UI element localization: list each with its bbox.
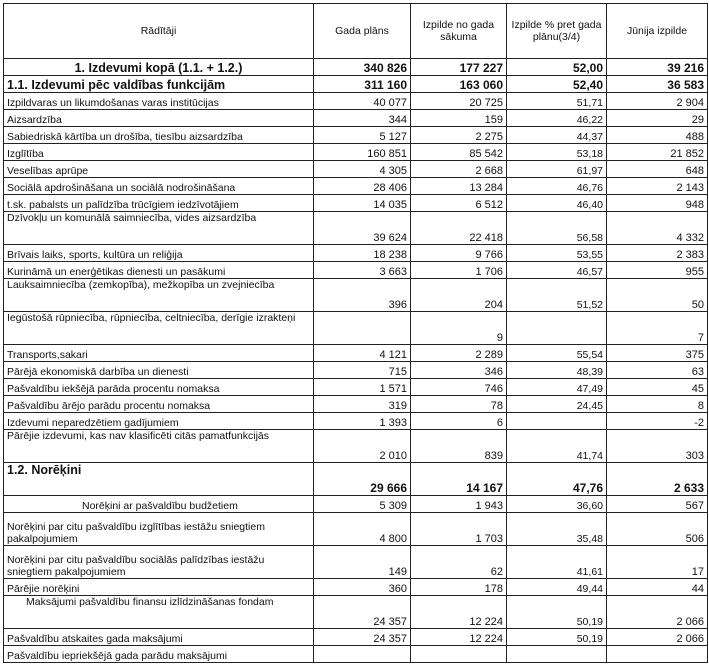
cell-plan: 5 127 [314,127,411,144]
cell-pct: 46,22 [507,110,607,127]
table-row [4,579,708,596]
cell-plan: 2 010 [314,430,411,463]
cell-pct: 47,49 [507,379,607,396]
table-row [4,279,708,312]
cell-plan: 39 624 [314,212,411,245]
cell-pct: 55,54 [507,345,607,362]
table-row [4,496,708,513]
cell-plan: 24 357 [314,629,411,646]
row-label: Iegūstošā rūpniecība, rūpniecība, celtniecība, derīgie izrakteņi [4,312,314,345]
header-row [4,4,708,59]
cell-june: 36 583 [607,76,708,93]
table-row [4,513,708,546]
cell-june: 8 [607,396,708,413]
cell-june: 2 633 [607,463,708,496]
cell-plan: 360 [314,579,411,596]
cell-pct: 53,18 [507,144,607,161]
row-label: Pašvaldību iepriekšējā gada parādu maksājumi [4,646,314,663]
cell-june: 2 383 [607,245,708,262]
cell-plan: 18 238 [314,245,411,262]
cell-ytd: 2 275 [411,127,507,144]
cell-pct: 50,19 [507,629,607,646]
row-label: Dzīvokļu un komunālā saimniecība, vides aizsardzība [4,212,314,245]
cell-pct: 35,48 [507,513,607,546]
cell-plan [314,312,411,345]
table-row [4,93,708,110]
cell-ytd: 746 [411,379,507,396]
cell-plan: 5 309 [314,496,411,513]
cell-june: 948 [607,195,708,212]
cell-june: 29 [607,110,708,127]
cell-pct: 24,45 [507,396,607,413]
cell-june: 2 904 [607,93,708,110]
cell-june: 2 143 [607,178,708,195]
cell-june: 4 332 [607,212,708,245]
row-label: Pārējā ekonomiskā darbība un dienesti [4,362,314,379]
table-row [4,127,708,144]
cell-june: 648 [607,161,708,178]
row-label: Aizsardzība [4,110,314,127]
cell-pct: 47,76 [507,463,607,496]
cell-june: 7 [607,312,708,345]
row-label: Izdevumi neparedzētiem gadījumiem [4,413,314,430]
table-row [4,212,708,245]
cell-june: 303 [607,430,708,463]
cell-ytd: 78 [411,396,507,413]
cell-pct: 46,40 [507,195,607,212]
row-label: Norēķini ar pašvaldību budžetiem [4,496,314,513]
cell-plan: 311 160 [314,76,411,93]
cell-pct: 61,97 [507,161,607,178]
header-pct: Izpilde % pret gada plānu(3/4) [507,4,607,59]
table-row [4,76,708,93]
row-label: t.sk. pabalsts un palīdzība trūcīgiem iedzīvotājiem [4,195,314,212]
row-label: Norēķini par citu pašvaldību izglītības iestāžu sniegtiem pakalpojumiem [4,513,314,546]
cell-pct: 44,37 [507,127,607,144]
cell-ytd: 2 289 [411,345,507,362]
row-label: Izglītība [4,144,314,161]
cell-pct [507,646,607,663]
cell-plan: 28 406 [314,178,411,195]
cell-plan: 40 077 [314,93,411,110]
cell-ytd: 62 [411,546,507,579]
table-row [4,629,708,646]
cell-plan: 4 800 [314,513,411,546]
cell-pct: 51,52 [507,279,607,312]
cell-pct: 46,57 [507,262,607,279]
cell-june: 39 216 [607,59,708,76]
row-label: Pārējie izdevumi, kas nav klasificēti citās pamatfunkcijās [4,430,314,463]
table-row [4,144,708,161]
cell-ytd: 9 766 [411,245,507,262]
cell-ytd: 1 703 [411,513,507,546]
cell-ytd: 13 284 [411,178,507,195]
cell-ytd: 6 512 [411,195,507,212]
cell-june: -2 [607,413,708,430]
cell-pct: 36,60 [507,496,607,513]
table-row [4,312,708,345]
cell-ytd: 159 [411,110,507,127]
cell-pct: 50,19 [507,596,607,629]
table-row [4,161,708,178]
cell-plan: 149 [314,546,411,579]
cell-june: 63 [607,362,708,379]
cell-plan: 715 [314,362,411,379]
cell-pct: 52,40 [507,76,607,93]
cell-ytd: 2 668 [411,161,507,178]
cell-ytd: 178 [411,579,507,596]
table-row [4,110,708,127]
table-row [4,596,708,629]
cell-june: 45 [607,379,708,396]
cell-ytd: 1 706 [411,262,507,279]
cell-pct: 51,71 [507,93,607,110]
cell-june: 50 [607,279,708,312]
header-annual-plan: Gada plāns [314,4,411,59]
row-label: 1.2. Norēķini [4,463,314,496]
cell-ytd: 12 224 [411,596,507,629]
cell-june: 2 066 [607,629,708,646]
row-label: Transports,sakari [4,345,314,362]
table-row [4,413,708,430]
cell-pct: 41,74 [507,430,607,463]
cell-june: 488 [607,127,708,144]
row-label: Norēķini par citu pašvaldību sociālās palīdzības iestāžu sniegtiem pakalpojumiem [4,546,314,579]
cell-june: 17 [607,546,708,579]
cell-june: 506 [607,513,708,546]
cell-june [607,646,708,663]
cell-june: 21 852 [607,144,708,161]
row-label: Lauksaimniecība (zemkopība), mežkopība un zvejniecība [4,279,314,312]
cell-plan: 344 [314,110,411,127]
table-row [4,463,708,496]
cell-ytd: 22 418 [411,212,507,245]
row-label: Pašvaldību ārējo parādu procentu nomaksa [4,396,314,413]
cell-ytd: 9 [411,312,507,345]
cell-ytd: 1 943 [411,496,507,513]
cell-ytd: 20 725 [411,93,507,110]
cell-ytd: 6 [411,413,507,430]
cell-june: 44 [607,579,708,596]
table-row [4,195,708,212]
row-label: Sociālā apdrošināšana un sociālā nodrošināšana [4,178,314,195]
cell-ytd: 85 542 [411,144,507,161]
table-row [4,379,708,396]
cell-plan: 319 [314,396,411,413]
row-label: Pašvaldību iekšējā parāda procentu nomaksa [4,379,314,396]
cell-ytd [411,646,507,663]
cell-plan: 3 663 [314,262,411,279]
row-label: Izpildvaras un likumdošanas varas institūcijas [4,93,314,110]
cell-plan [314,646,411,663]
table-row [4,345,708,362]
cell-pct: 56,58 [507,212,607,245]
cell-ytd: 14 167 [411,463,507,496]
cell-ytd: 12 224 [411,629,507,646]
header-ytd: Izpilde no gada sākuma [411,4,507,59]
cell-june: 375 [607,345,708,362]
cell-pct: 53,55 [507,245,607,262]
budget-table-sheet [3,3,707,663]
row-label: Sabiedriskā kārtība un drošība, tiesību aizsardzība [4,127,314,144]
cell-june: 567 [607,496,708,513]
cell-plan: 24 357 [314,596,411,629]
row-label: Pašvaldību atskaites gada maksājumi [4,629,314,646]
cell-ytd: 204 [411,279,507,312]
cell-plan: 14 035 [314,195,411,212]
cell-pct: 48,39 [507,362,607,379]
table-row [4,262,708,279]
table-row [4,646,708,663]
cell-pct: 46,76 [507,178,607,195]
cell-pct: 49,44 [507,579,607,596]
cell-plan: 396 [314,279,411,312]
budget-table [3,3,708,663]
cell-june: 2 066 [607,596,708,629]
header-june: Jūnija izpilde [607,4,708,59]
row-label: Pārējie norēķini [4,579,314,596]
row-label: 1. Izdevumi kopā (1.1. + 1.2.) [4,59,314,76]
row-label: Brīvais laiks, sports, kultūra un reliģija [4,245,314,262]
row-label: 1.1. Izdevumi pēc valdības funkcijām [4,76,314,93]
cell-pct: 52,00 [507,59,607,76]
cell-plan: 340 826 [314,59,411,76]
row-label: Veselības aprūpe [4,161,314,178]
cell-june: 955 [607,262,708,279]
cell-plan: 1 571 [314,379,411,396]
cell-pct: 41,61 [507,546,607,579]
table-row [4,59,708,76]
row-label: Maksājumi pašvaldību finansu izlīdzināšanas fondam [4,596,314,629]
table-row [4,546,708,579]
cell-plan: 4 121 [314,345,411,362]
cell-plan: 160 851 [314,144,411,161]
cell-pct [507,413,607,430]
table-row [4,245,708,262]
row-label: Kurināmā un enerģētikas dienesti un pasākumi [4,262,314,279]
cell-plan: 4 305 [314,161,411,178]
header-indicator: Rādītāji [4,4,314,59]
cell-plan: 29 666 [314,463,411,496]
cell-plan: 1 393 [314,413,411,430]
table-row [4,396,708,413]
cell-ytd: 346 [411,362,507,379]
cell-ytd: 839 [411,430,507,463]
cell-ytd: 163 060 [411,76,507,93]
cell-pct [507,312,607,345]
table-row [4,430,708,463]
table-row [4,178,708,195]
cell-ytd: 177 227 [411,59,507,76]
table-row [4,362,708,379]
